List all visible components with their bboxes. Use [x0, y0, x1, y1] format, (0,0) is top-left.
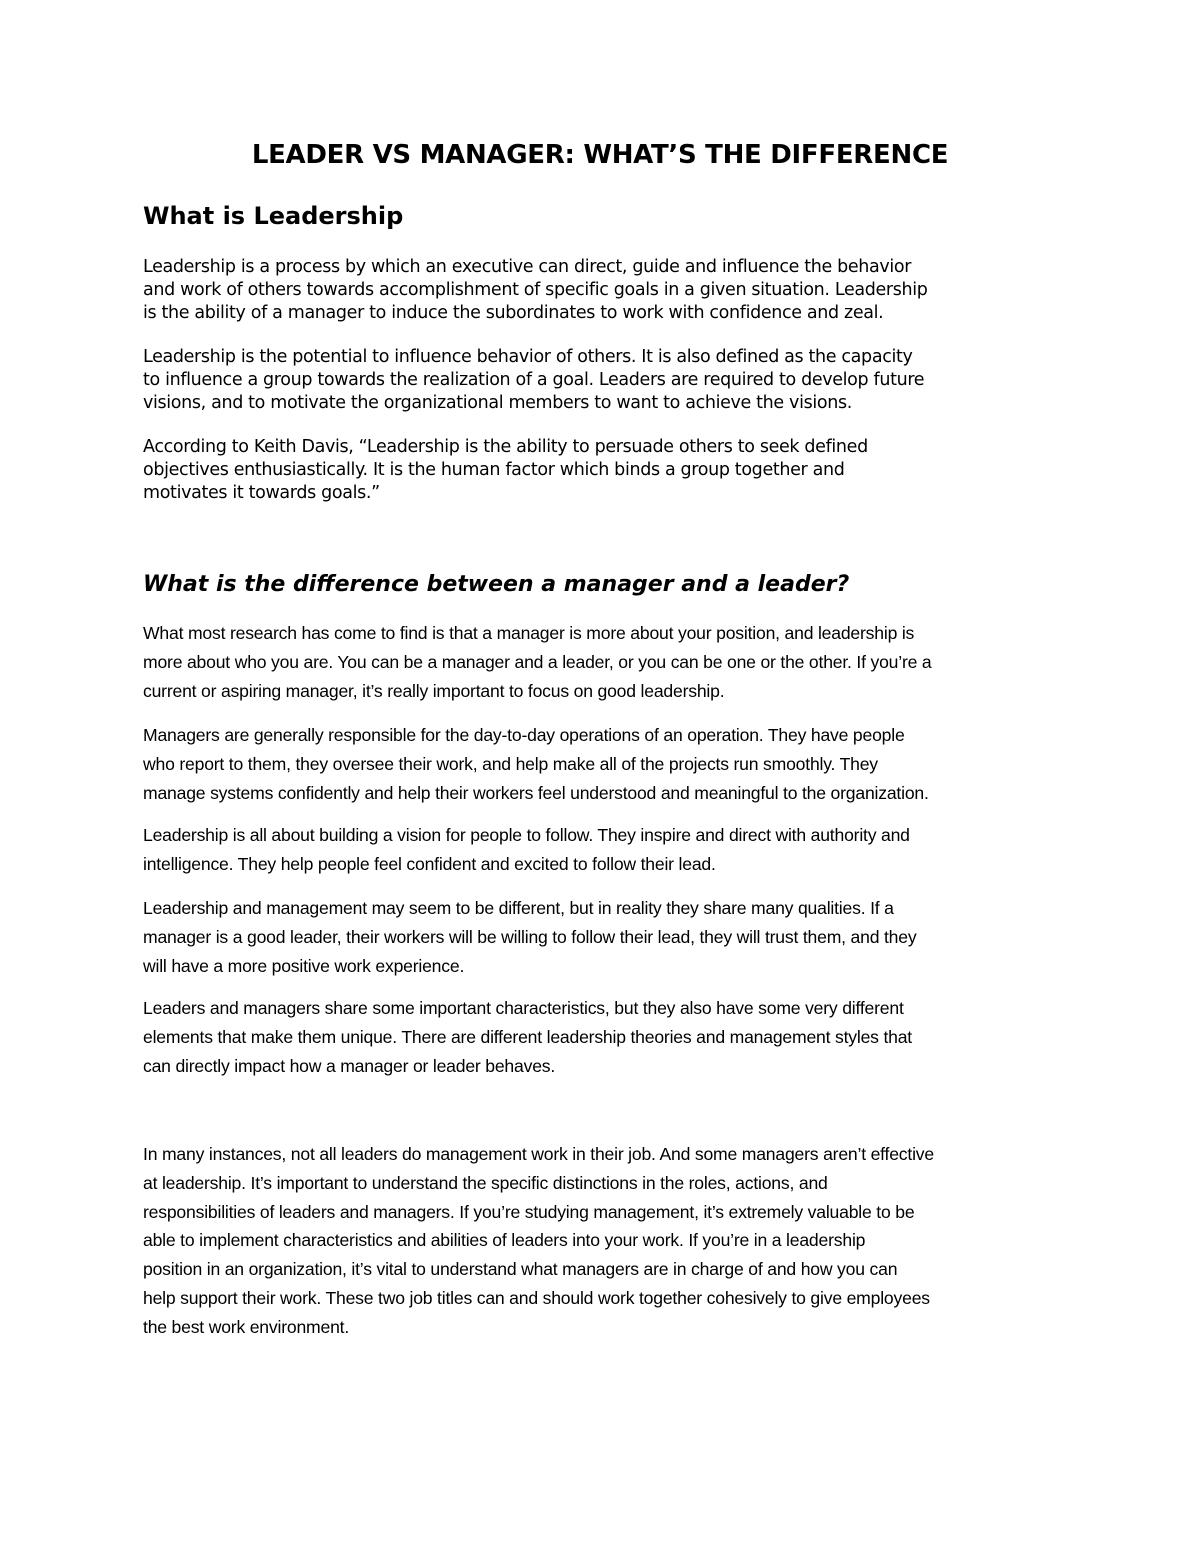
paragraph-line: motivates it towards goals.” — [143, 483, 380, 503]
paragraph-line: objectives enthusiastically. It is the human factor which binds a group together and — [143, 460, 845, 480]
paragraph-line: manage systems confidently and help their workers feel understood and meaningful to the organization. — [143, 782, 929, 803]
paragraph-line: the best work environment. — [143, 1316, 350, 1337]
paragraph — [143, 721, 929, 807]
paragraph-line: is the ability of a manager to induce the subordinates to work with confidence and zeal. — [143, 303, 884, 323]
paragraph — [143, 619, 932, 705]
paragraph-line: responsibilities of leaders and managers. If you’re studying management, it’s extremely valuable to be — [143, 1201, 915, 1222]
paragraph-line: Leaders and managers share some important characteristics, but they also have some very different — [143, 998, 904, 1018]
paragraph-line: Leadership is a process by which an executive can direct, guide and influence the behavior — [143, 257, 912, 277]
paragraph-line: In many instances, not all leaders do management work in their job. And some managers aren’t effective — [143, 1144, 934, 1164]
paragraph — [143, 346, 924, 415]
paragraph-line: help support their work. These two job titles can and should work together cohesively to give employees — [143, 1287, 930, 1308]
paragraph-line: position in an organization, it’s vital to understand what managers are in charge of and how you can — [143, 1259, 898, 1280]
paragraph-line: Managers are generally responsible for the day-to-day operations of an operation. They have people — [143, 725, 905, 745]
paragraph-line: to influence a group towards the realization of a goal. Leaders are required to develop future — [143, 370, 925, 390]
paragraph-line: Leadership is all about building a vision for people to follow. They inspire and direct with authority and — [143, 825, 910, 845]
section-heading-what-is-leadership: What is Leadership — [143, 202, 404, 230]
paragraph — [143, 894, 916, 980]
paragraph-line: Leadership and management may seem to be different, but in reality they share many qualities. If a — [143, 898, 894, 918]
paragraph — [143, 994, 912, 1080]
document-title: LEADER VS MANAGER: WHAT’S THE DIFFERENCE — [251, 140, 949, 170]
paragraph-line: can directly impact how a manager or leader behaves. — [143, 1055, 556, 1076]
section-heading-difference: What is the difference between a manager and a leader? — [143, 572, 850, 597]
paragraph-line: Leadership is the potential to influence behavior of others. It is also defined as the capacity — [143, 347, 913, 367]
paragraph-line: who report to them, they oversee their work, and help make all of the projects run smoothly. They — [143, 753, 878, 774]
paragraph-line: at leadership. It’s important to understand the specific distinctions in the roles, actions, and — [143, 1172, 828, 1193]
paragraph-line: What most research has come to find is that a manager is more about your position, and leadership is — [143, 623, 915, 643]
paragraph — [143, 436, 868, 505]
paragraph-line: According to Keith Davis, “Leadership is the ability to persuade others to seek defined — [143, 437, 868, 457]
paragraph — [143, 821, 910, 879]
paragraph-line: manager is a good leader, their workers will be willing to follow their lead, they will trust them, and they — [143, 926, 917, 947]
paragraph-line: more about who you are. You can be a manager and a leader, or you can be one or the other. If you’re a — [143, 651, 932, 672]
paragraph-line: will have a more positive work experience. — [143, 955, 465, 976]
paragraph-line: current or aspiring manager, it’s really important to focus on good leadership. — [143, 680, 725, 701]
paragraph-line: and work of others towards accomplishment of specific goals in a given situation. Leadership — [143, 280, 928, 300]
paragraph-line: visions, and to motivate the organizational members to want to achieve the visions. — [143, 393, 852, 413]
paragraph-line: intelligence. They help people feel confident and excited to follow their lead. — [143, 853, 716, 874]
paragraph-line: elements that make them unique. There are different leadership theories and management styles that — [143, 1026, 913, 1047]
paragraph-line: able to implement characteristics and abilities of leaders into your work. If you’re in a leadership — [143, 1230, 866, 1251]
paragraph — [143, 256, 928, 325]
paragraph — [143, 1140, 934, 1342]
